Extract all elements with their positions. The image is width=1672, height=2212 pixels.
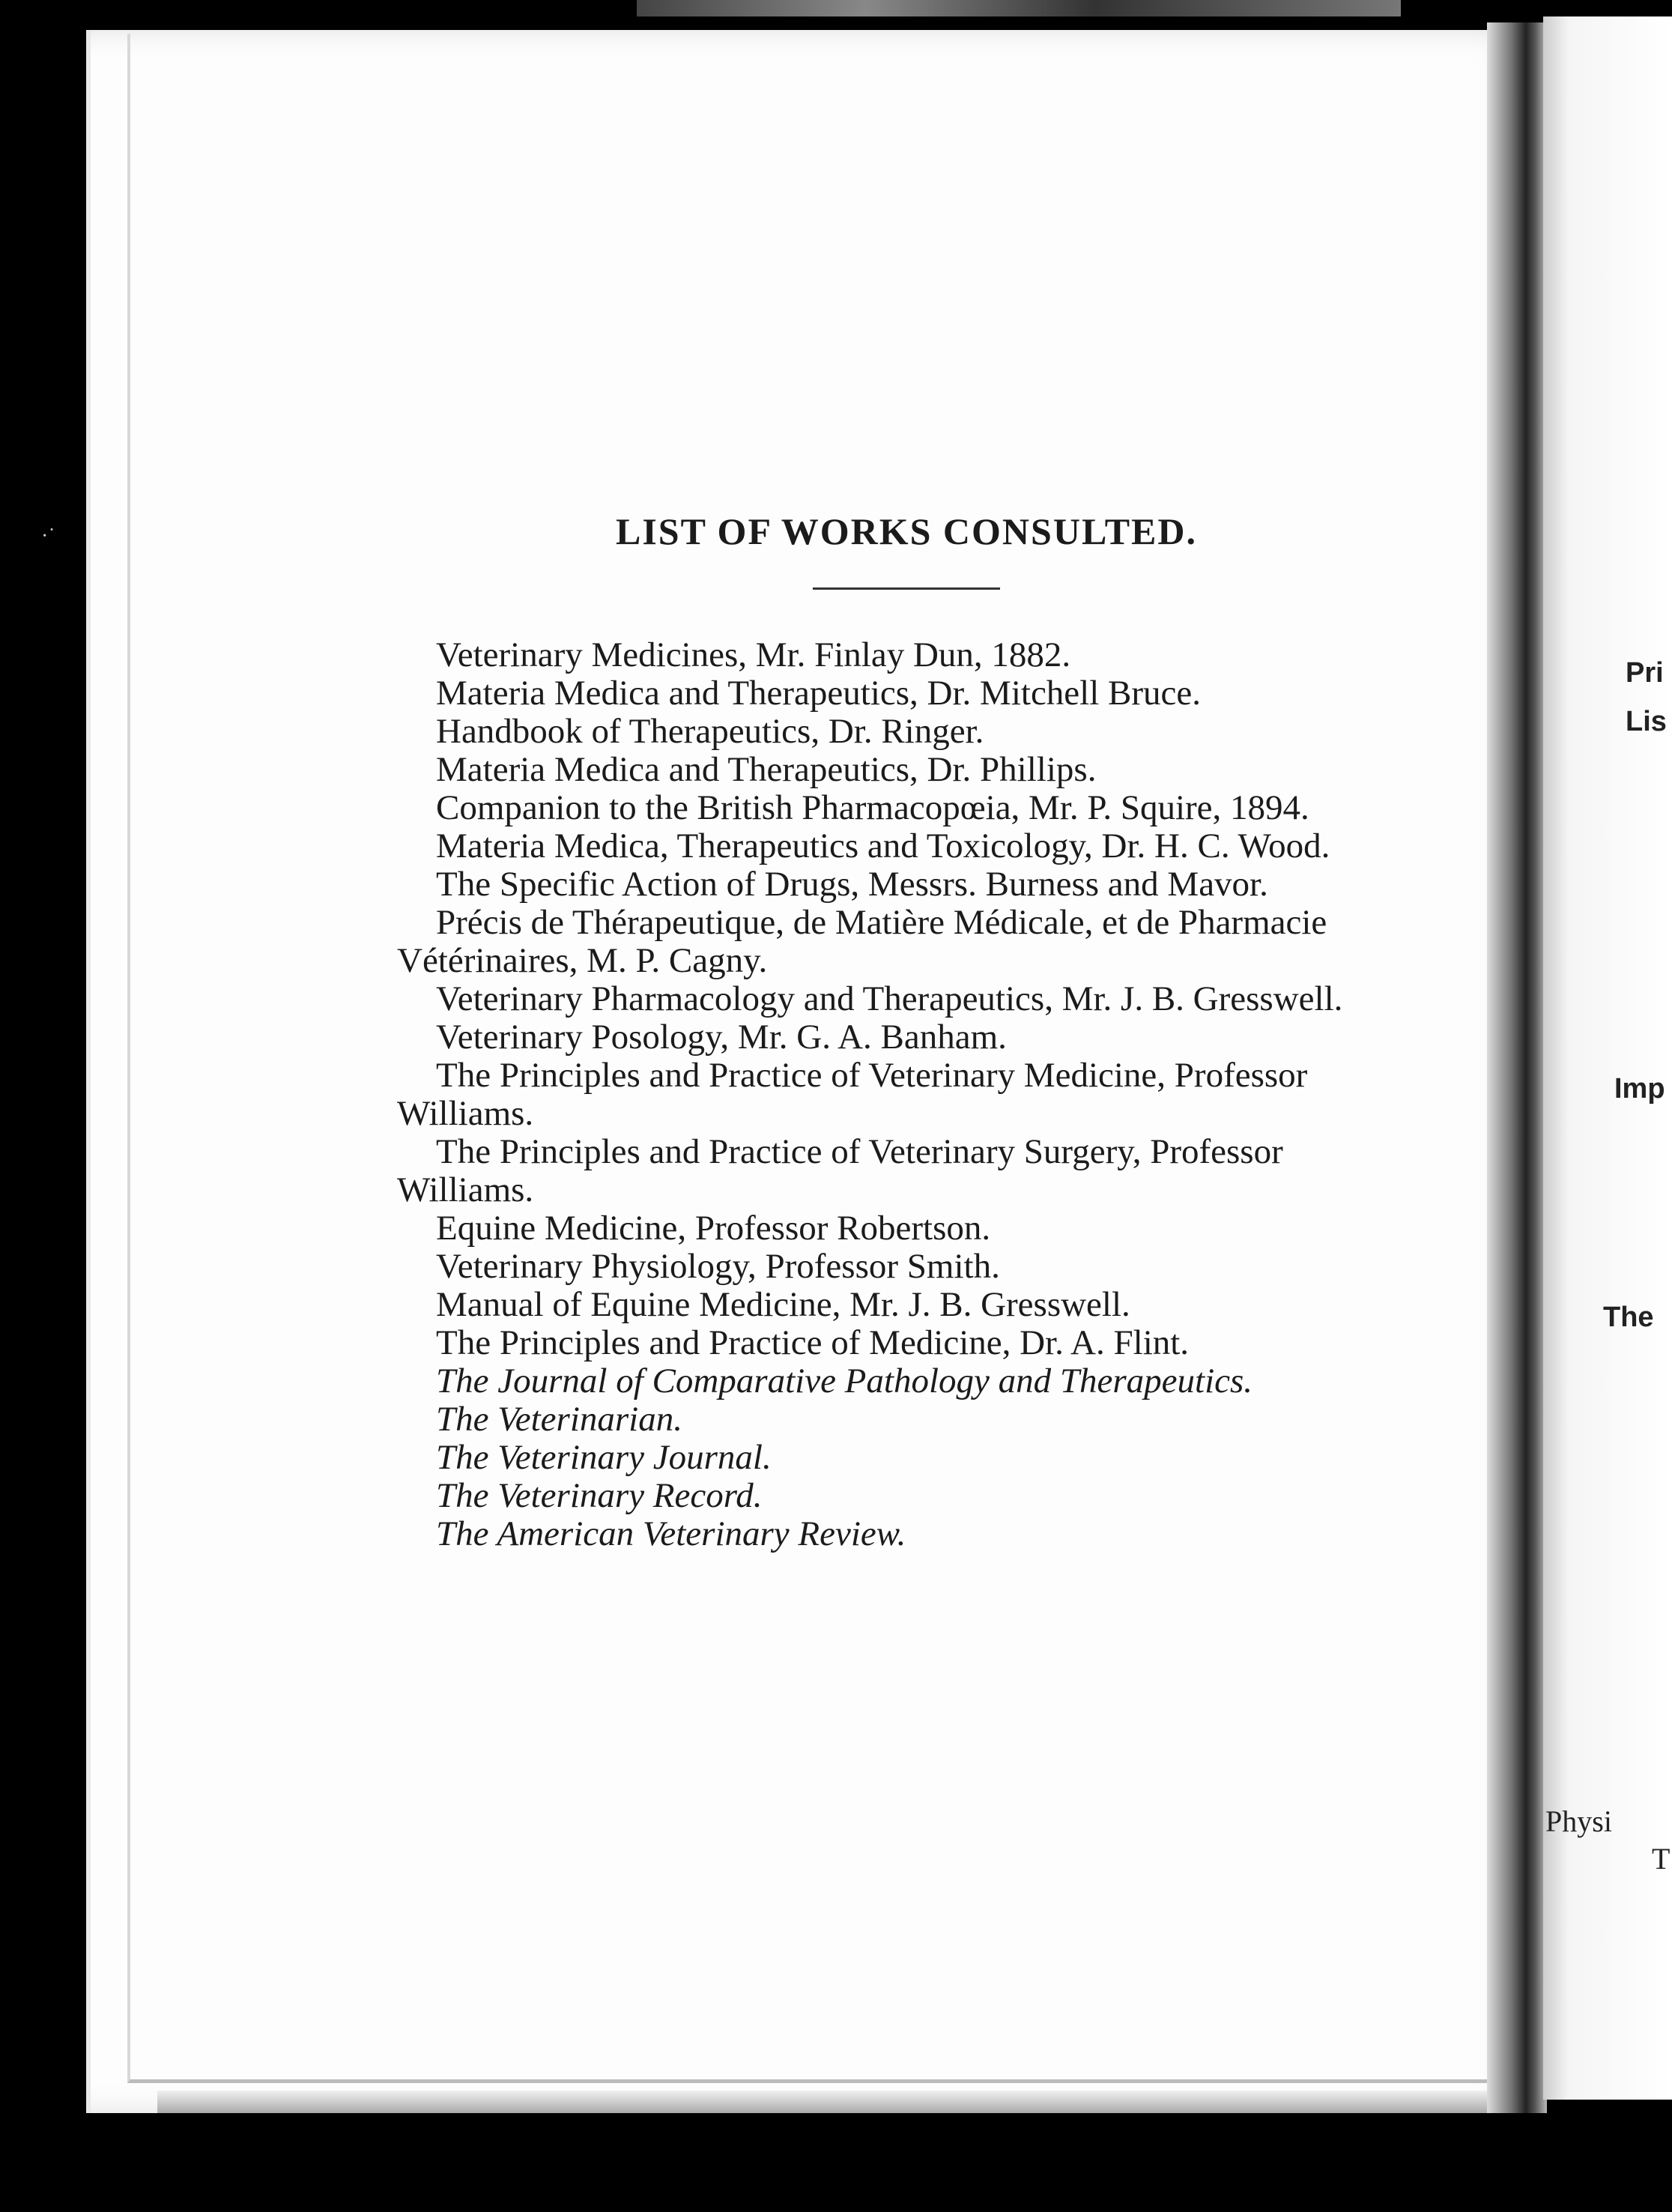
facing-fragment: Pri bbox=[1626, 657, 1664, 689]
facing-fragment: Imp bbox=[1614, 1073, 1665, 1105]
title-rule bbox=[813, 587, 1000, 590]
work-entry: Materia Medica and Therapeutics, Dr. Phillips. bbox=[436, 750, 1097, 789]
work-entry: The Veterinary Journal. bbox=[436, 1438, 772, 1477]
work-entry: The Principles and Practice of Veterinary Medicine, Professor Williams. bbox=[397, 1056, 1308, 1133]
book-gutter bbox=[1487, 22, 1547, 2113]
work-entry: The Specific Action of Drugs, Messrs. Burness and Mavor. bbox=[436, 865, 1268, 904]
facing-fragment: Lis bbox=[1626, 706, 1667, 737]
facing-fragment: The bbox=[1603, 1302, 1654, 1333]
work-entry: The Principles and Practice of Medicine, Dr. A. Flint. bbox=[436, 1323, 1190, 1362]
facing-fragment: Physi bbox=[1545, 1804, 1612, 1838]
work-entry: Handbook of Therapeutics, Dr. Ringer. bbox=[436, 712, 984, 751]
scan-edge-top bbox=[637, 0, 1401, 16]
scan-artifact: ·˙ bbox=[41, 525, 55, 548]
works-list bbox=[397, 636, 1386, 1553]
page-content bbox=[397, 510, 1386, 1553]
work-entry: Equine Medicine, Professor Robertson. bbox=[436, 1209, 991, 1248]
work-entry: Veterinary Medicines, Mr. Finlay Dun, 1882. bbox=[436, 635, 1071, 674]
facing-fragment: T bbox=[1652, 1842, 1671, 1876]
work-entry: Manual of Equine Medicine, Mr. J. B. Gresswell. bbox=[436, 1285, 1130, 1324]
work-entry: Précis de Thérapeutique, de Matière Médicale, et de Pharmacie Vétérinaires, M. P. Cagny. bbox=[397, 903, 1327, 980]
work-entry: The Journal of Comparative Pathology and Therapeutics. bbox=[436, 1362, 1253, 1400]
page-bottom-edge bbox=[157, 2091, 1506, 2113]
work-entry: Veterinary Pharmacology and Therapeutics, Mr. J. B. Gresswell. bbox=[436, 979, 1343, 1018]
work-entry: Materia Medica and Therapeutics, Dr. Mitchell Bruce. bbox=[436, 674, 1202, 713]
work-entry: Veterinary Physiology, Professor Smith. bbox=[436, 1247, 1000, 1286]
work-entry: The Veterinarian. bbox=[436, 1400, 682, 1439]
page-title: LIST OF WORKS CONSULTED. bbox=[615, 510, 1198, 552]
work-entry: Veterinary Posology, Mr. G. A. Banham. bbox=[436, 1018, 1007, 1057]
work-entry: The Principles and Practice of Veterinary Surgery, Professor Williams. bbox=[397, 1132, 1283, 1209]
facing-page bbox=[1543, 16, 1672, 2100]
work-entry: Companion to the British Pharmacopœia, Mr. P. Squire, 1894. bbox=[436, 788, 1309, 827]
work-entry: The American Veterinary Review. bbox=[436, 1514, 906, 1553]
work-entry: Materia Medica, Therapeutics and Toxicology, Dr. H. C. Wood. bbox=[436, 827, 1330, 865]
work-entry: The Veterinary Record. bbox=[436, 1476, 763, 1515]
